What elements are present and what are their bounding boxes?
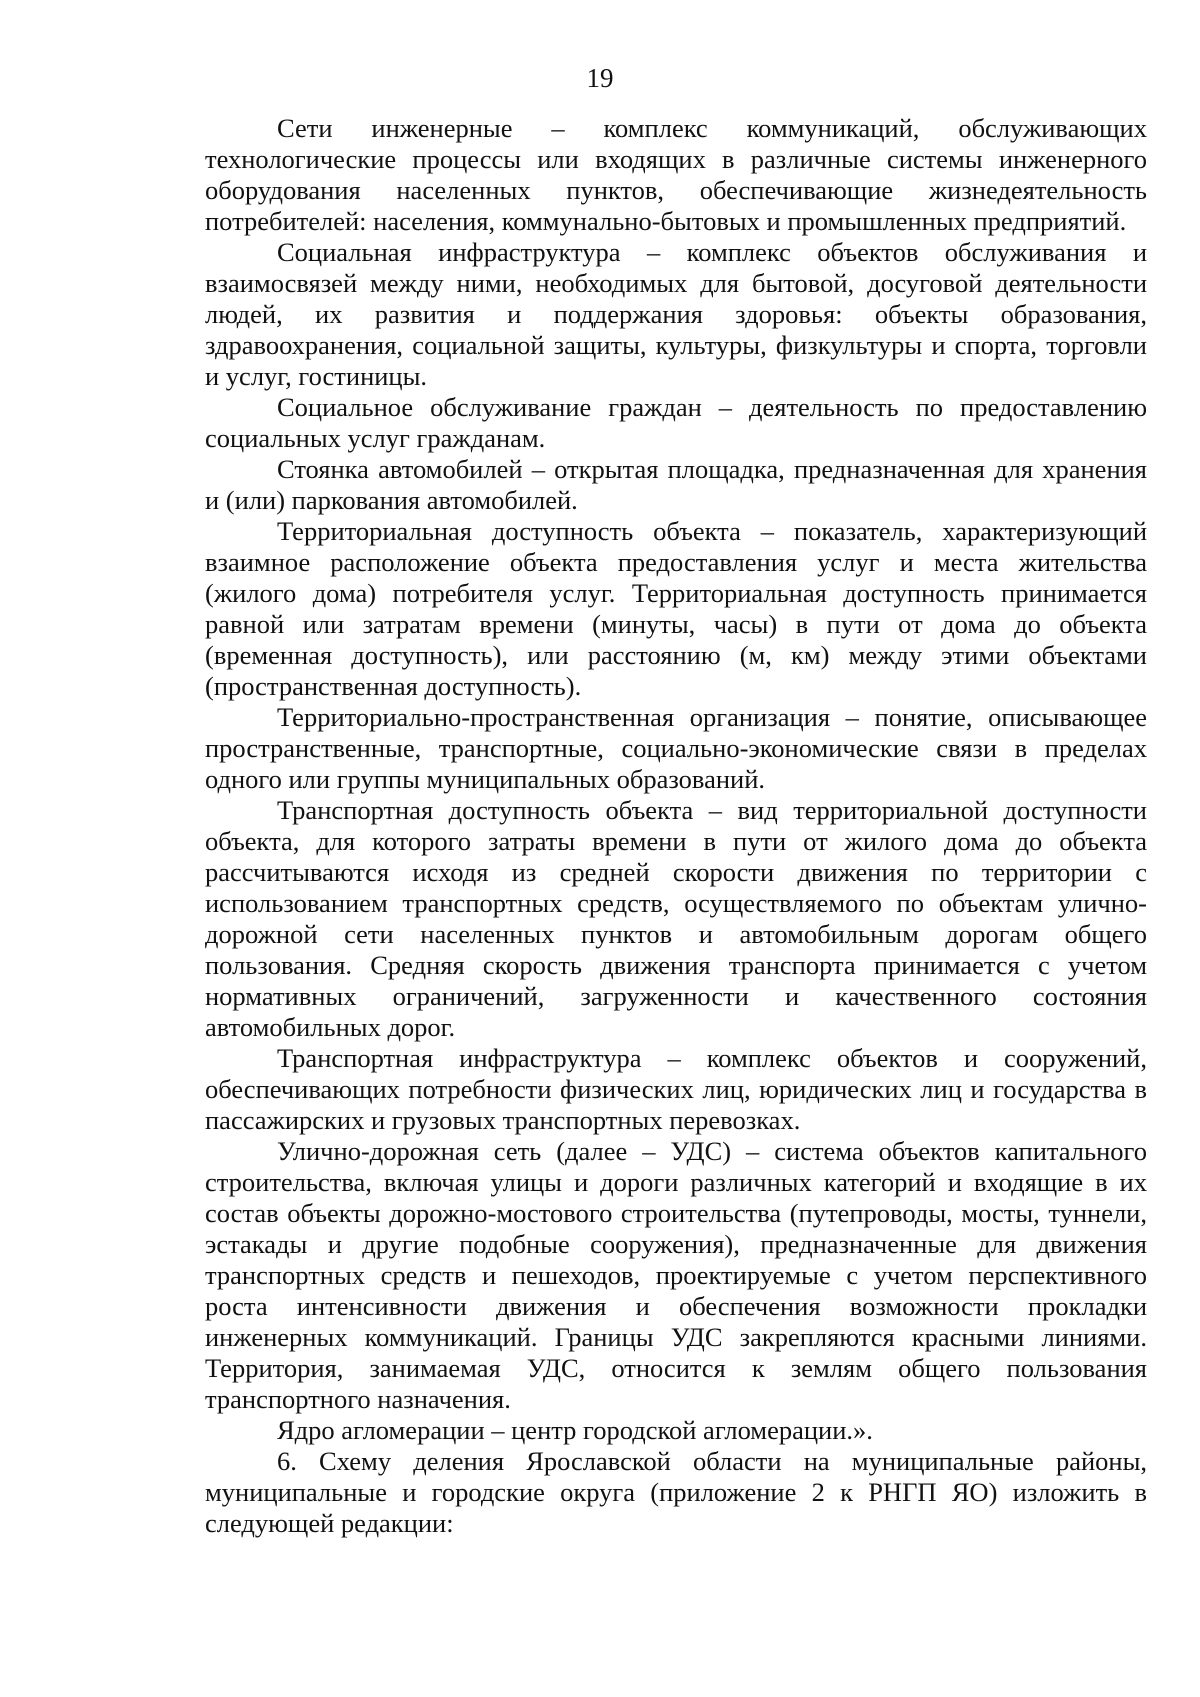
paragraph-transport-infrastructure: Транспортная инфраструктура – комплекс объектов и сооружений, обеспечивающих потребности физических лиц, юридических лиц и государства в пассажирских и грузовых транспортных перевозках.	[205, 1043, 1147, 1135]
paragraph-transport-accessibility: Транспортная доступность объекта – вид территориальной доступности объекта, для которого затраты времени в пути от жилого дома до объекта рассчитываются исходя из средней скорости движения по территории с использованием транспортных средств, осуществляемого по объектам улично-дорожной сети населенных пунктов и автомобильным дорогам общего пользования. Средняя скорость движения транспорта принимается с учетом нормативных ограничений, загруженности и качественного состояния автомобильных дорог.	[205, 795, 1147, 1042]
paragraph-agglomeration-core: Ядро агломерации – центр городской агломерации.».	[277, 1415, 873, 1445]
paragraph-social-services: Социальное обслуживание граждан – деятельность по предоставлению социальных услуг гражданам.	[205, 392, 1147, 453]
paragraph-parking: Стоянка автомобилей – открытая площадка, предназначенная для хранения и (или) паркования автомобилей.	[205, 454, 1147, 515]
page-number: 19	[586, 63, 614, 93]
paragraph-spatial-organization: Территориально-пространственная организация – понятие, описывающее пространственные, транспортные, социально-экономические связи в пределах одного или группы муниципальных образований.	[205, 702, 1147, 794]
paragraph-territorial-accessibility: Территориальная доступность объекта – показатель, характеризующий взаимное расположение объекта предоставления услуг и места жительства (жилого дома) потребителя услуг. Территориальная доступность принимается равной или затратам времени (минуты, часы) в пути от дома до объекта (временная доступность), или расстоянию (м, км) между этими объектами (пространственная доступность).	[205, 516, 1147, 701]
paragraph-engineering-networks: Сети инженерные – комплекс коммуникаций, обслуживающих технологические процессы или входящих в различные системы инженерного оборудования населенных пунктов, обеспечивающие жизнедеятельность потребителей: населения, коммунально-бытовых и промышленных предприятий.	[205, 113, 1147, 236]
document-body	[205, 113, 1147, 1539]
paragraph-item-6: 6. Схему деления Ярославской области на муниципальные районы, муниципальные и городские округа (приложение 2 к РНГП ЯО) изложить в следующей редакции:	[205, 1446, 1147, 1538]
paragraph-street-road-network: Улично-дорожная сеть (далее – УДС) – система объектов капитального строительства, включая улицы и дороги различных категорий и входящие в их состав объекты дорожно-мостового строительства (путепроводы, мосты, туннели, эстакады и другие подобные сооружения), предназначенные для движения транспортных средств и пешеходов, проектируемые с учетом перспективного роста интенсивности движения и обеспечения возможности прокладки инженерных коммуникаций. Границы УДС закрепляются красными линиями. Территория, занимаемая УДС, относится к землям общего пользования транспортного назначения.	[205, 1136, 1147, 1414]
paragraph-social-infrastructure: Социальная инфраструктура – комплекс объектов обслуживания и взаимосвязей между ними, необходимых для бытовой, досуговой деятельности людей, их развития и поддержания здоровья: объекты образования, здравоохранения, социальной защиты, культуры, физкультуры и спорта, торговли и услуг, гостиницы.	[205, 237, 1147, 391]
